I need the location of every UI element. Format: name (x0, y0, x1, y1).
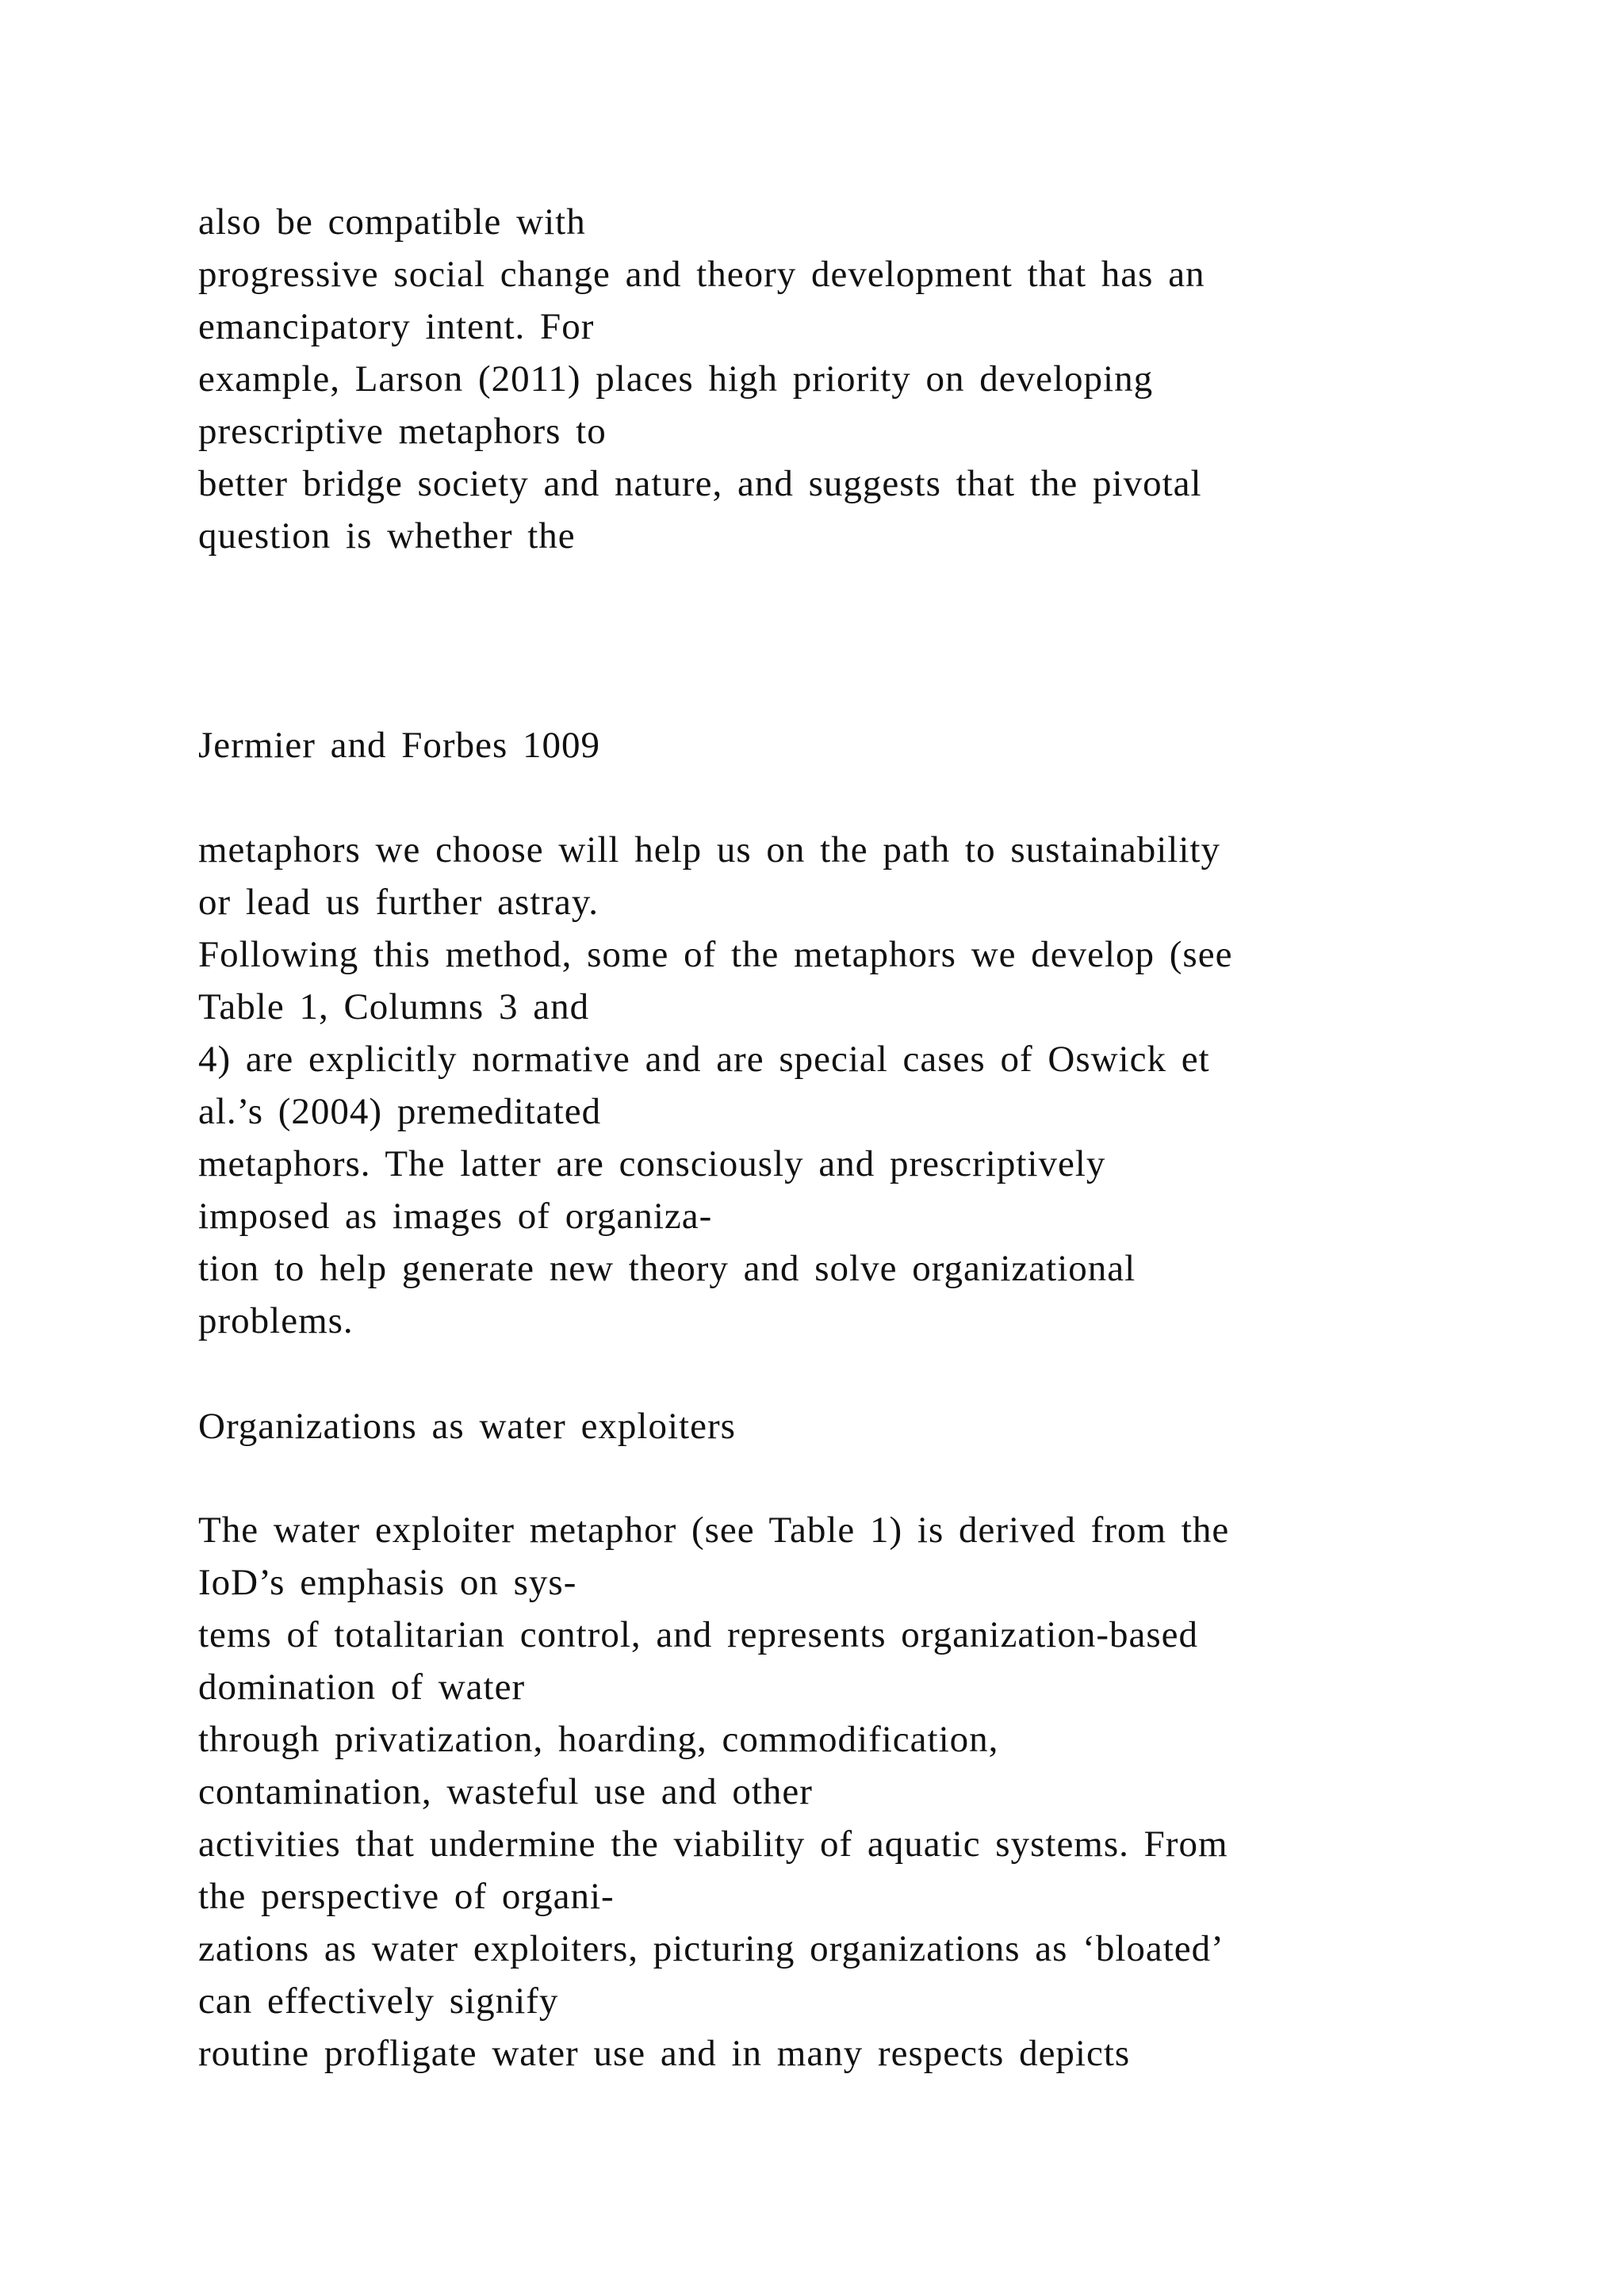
text-line: example, Larson (2011) places high priority on developing (198, 358, 1154, 400)
text-line: activities that undermine the viability of aquatic systems. From (198, 1823, 1228, 1865)
text-line: contamination, wasteful use and other (198, 1771, 813, 1812)
text-line: also be compatible with (198, 201, 586, 243)
text-line: imposed as images of organiza- (198, 1196, 713, 1237)
text-line: routine profligate water use and in many respects depicts (198, 2033, 1131, 2074)
section-heading-text: Organizations as water exploiters (198, 1406, 736, 1447)
running-header (198, 719, 1467, 771)
paragraph-2 (198, 824, 1467, 1347)
text-line: Table 1, Columns 3 and (198, 986, 590, 1027)
text-line: IoD’s emphasis on sys- (198, 1562, 577, 1603)
text-line: emancipatory intent. For (198, 306, 595, 347)
running-header-text: Jermier and Forbes 1009 (198, 725, 600, 766)
paragraph-3 (198, 1504, 1467, 2080)
text-line: can effectively signify (198, 1980, 559, 2022)
text-line: problems. (198, 1300, 354, 1341)
text-line: progressive social change and theory development that has an (198, 254, 1205, 295)
text-line: 4) are explicitly normative and are special cases of Oswick et (198, 1039, 1210, 1080)
text-line: al.’s (2004) premeditated (198, 1091, 602, 1132)
text-line: domination of water (198, 1667, 526, 1708)
text-line: metaphors. The latter are consciously and prescriptively (198, 1143, 1106, 1184)
text-line: better bridge society and nature, and suggests that the pivotal (198, 463, 1202, 504)
text-line: or lead us further astray. (198, 882, 599, 923)
text-line: tion to help generate new theory and solve organizational (198, 1248, 1136, 1289)
text-line: Following this method, some of the metaphors we develop (see (198, 934, 1233, 975)
section-heading (198, 1400, 1467, 1452)
text-line: tems of totalitarian control, and represents organization-based (198, 1614, 1198, 1655)
text-line: prescriptive metaphors to (198, 411, 607, 452)
text-line: The water exploiter metaphor (see Table 1) is derived from the (198, 1510, 1230, 1551)
text-line: metaphors we choose will help us on the path to sustainability (198, 829, 1220, 871)
paragraph-1 (198, 196, 1467, 562)
text-line: zations as water exploiters, picturing organizations as ‘bloated’ (198, 1928, 1224, 1969)
text-line: the perspective of organi- (198, 1876, 615, 1917)
text-line: through privatization, hoarding, commodification, (198, 1719, 999, 1760)
text-line: question is whether the (198, 515, 576, 557)
